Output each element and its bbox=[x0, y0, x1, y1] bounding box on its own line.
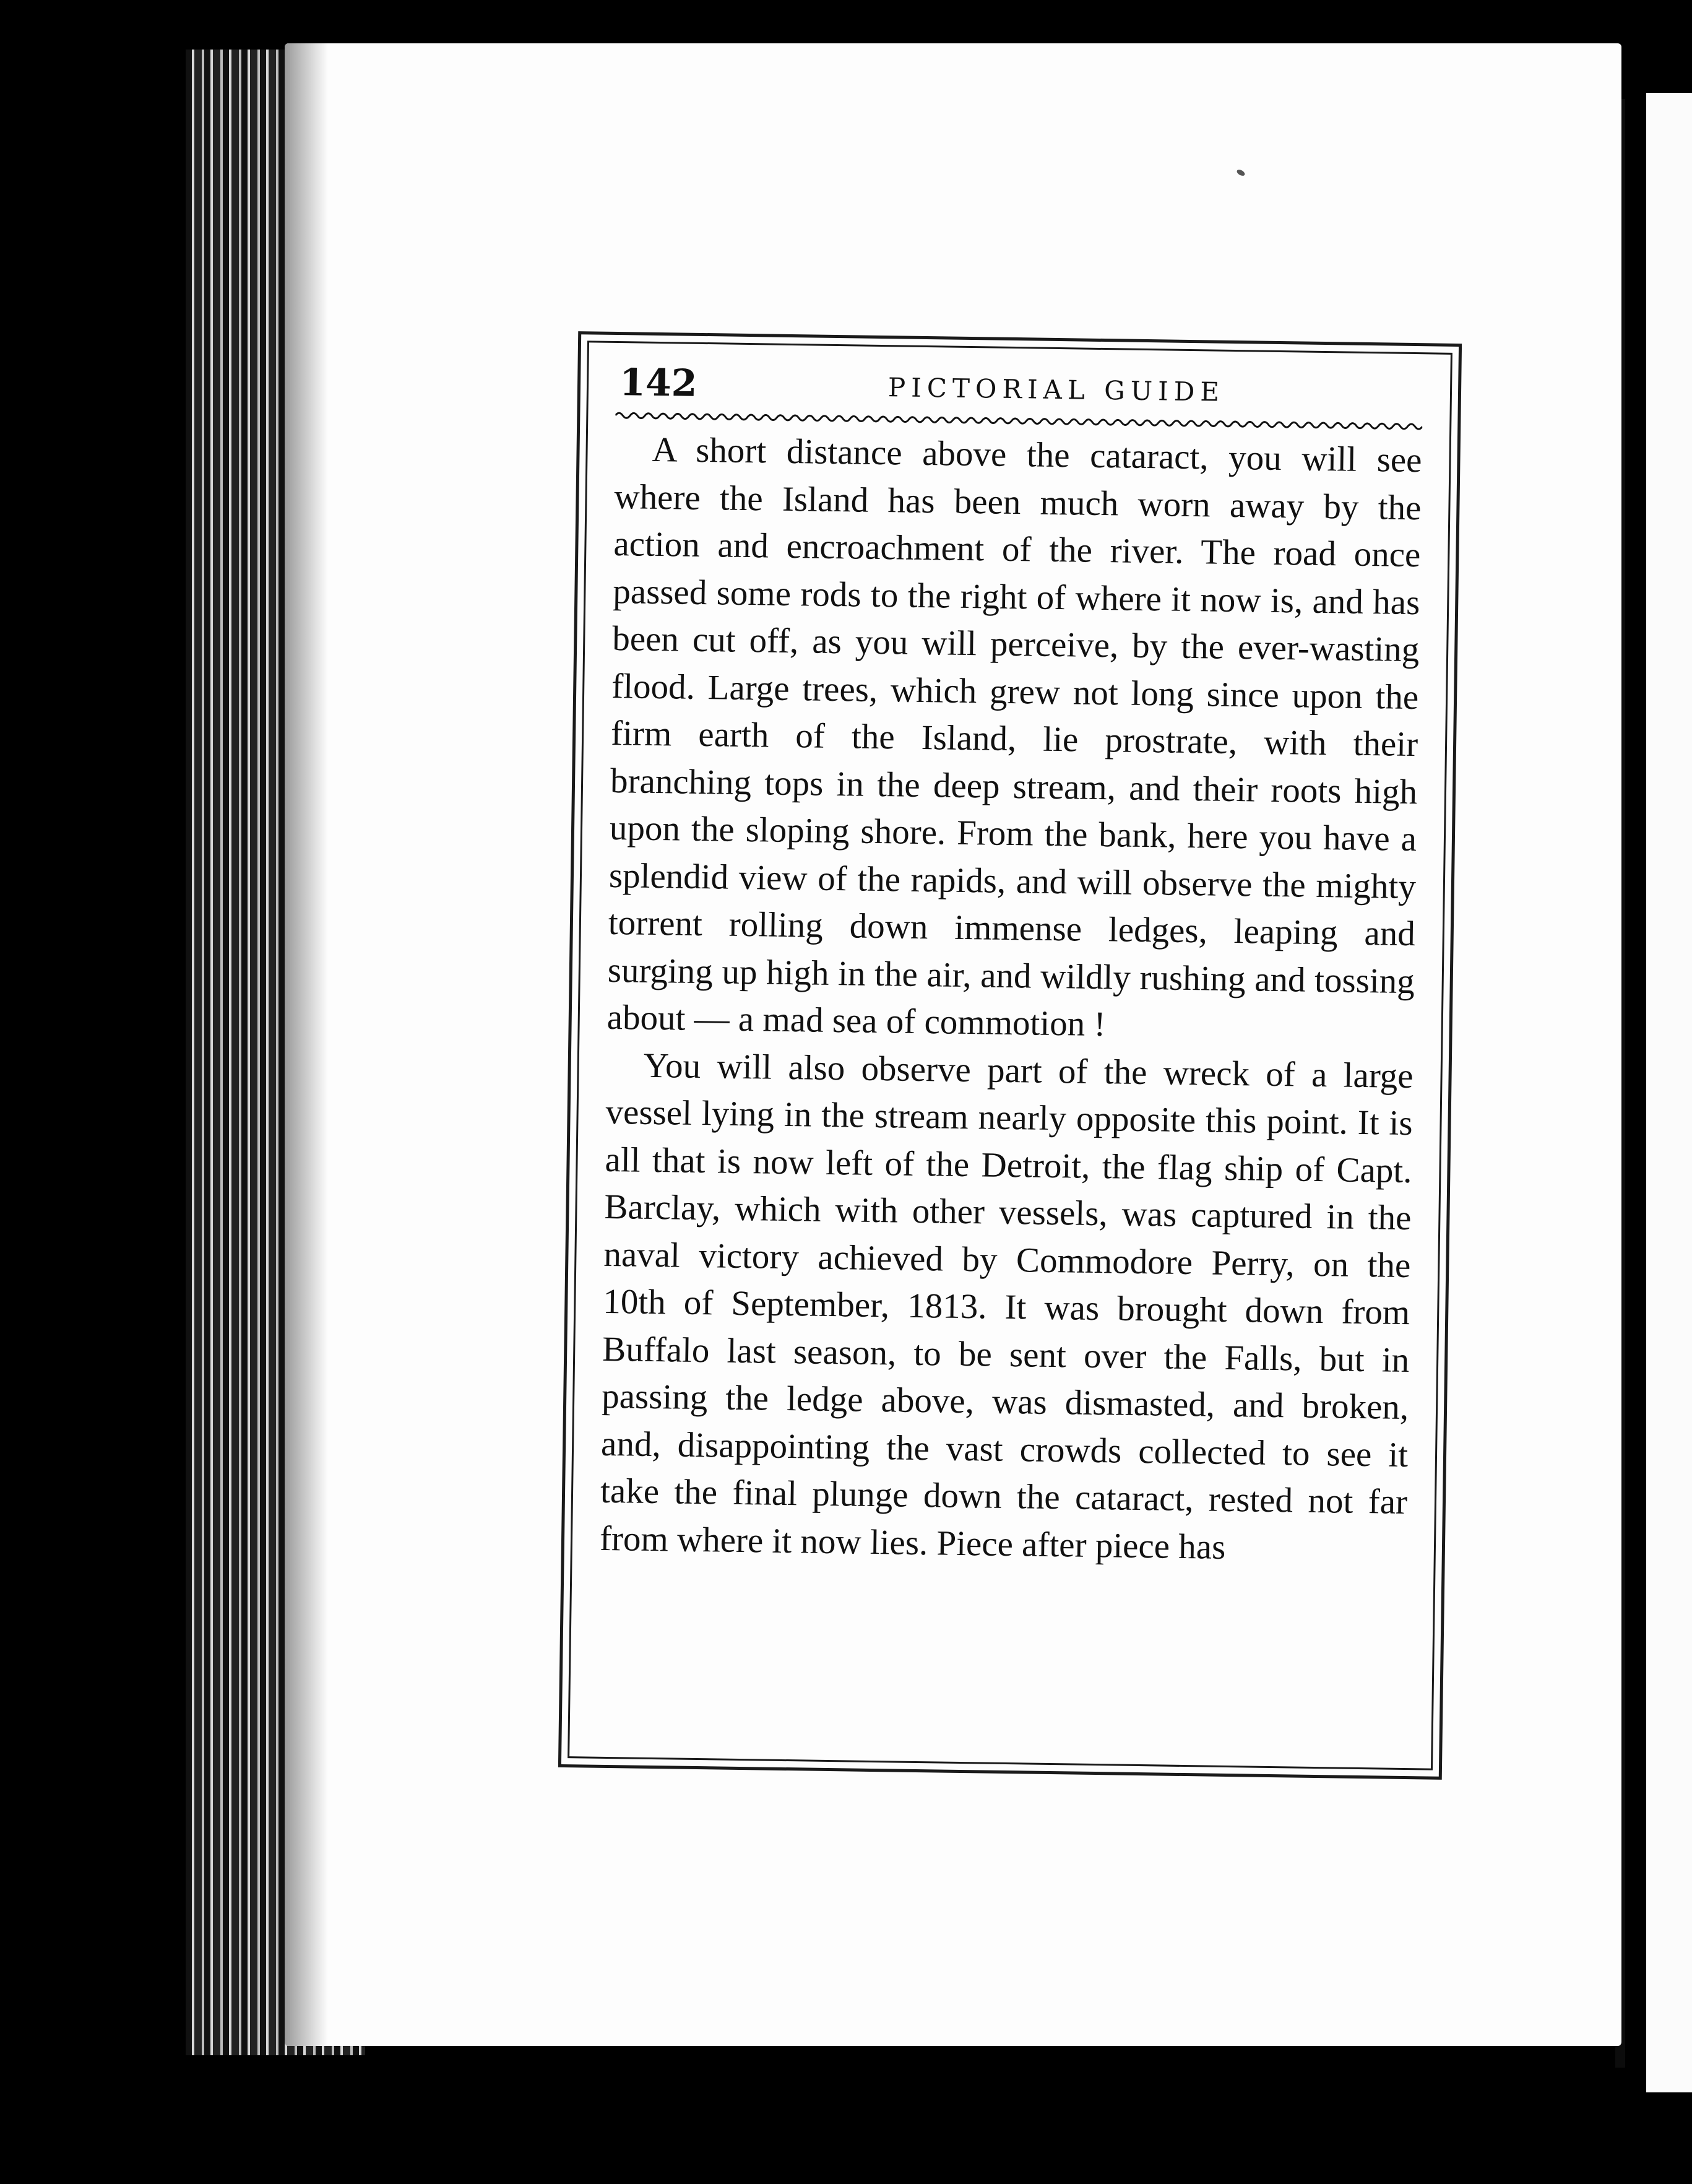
paragraph-1: A short distance above the cataract, you will see where the Island has been much worn away by the action and encroachment of the river. The road once passed some rods to the right of where it now is, and has been cut off, as you will perceive, by the ever-wasting flood. Large trees, which grew not long since upon the firm earth of the Island, lie prostrate, with their branching tops in the deep stream, and their roots high upon the sloping shore. From the bank, here you have a splendid view of the rapids, and will observe the mighty torrent rolling down immense ledges, leaping and surging up high in the air, and wildly rushing and tossing about — a mad sea of commotion ! bbox=[606, 430, 1422, 1044]
page-number: 142 bbox=[619, 361, 697, 405]
page-gutter-shadow bbox=[285, 43, 328, 2046]
body-text bbox=[600, 426, 1423, 1574]
running-head bbox=[616, 359, 1423, 417]
facing-page-edge bbox=[1646, 93, 1692, 2092]
text-frame bbox=[558, 331, 1462, 1780]
ink-speck bbox=[1236, 168, 1246, 177]
running-title: PICTORIAL GUIDE bbox=[887, 372, 1225, 407]
text-frame-inner bbox=[568, 340, 1452, 1770]
paragraph-2: You will also observe part of the wreck of a large vessel lying in the stream nearly opposite this point. It is all that is now left of the Detroit, the flag ship of Capt. Barclay, which with other vessels, was captured in the naval victory achieved by Commodore Perry, on the 10th of September, 1813. It was brought down from Buffalo last season, to be sent over the Falls, but in passing the ledge above, was dismasted, and broken, and, disappointing the vast crowds collected to see it take the final plunge down the cataract, rested not far from where it now lies. Piece after piece has bbox=[599, 1046, 1414, 1567]
